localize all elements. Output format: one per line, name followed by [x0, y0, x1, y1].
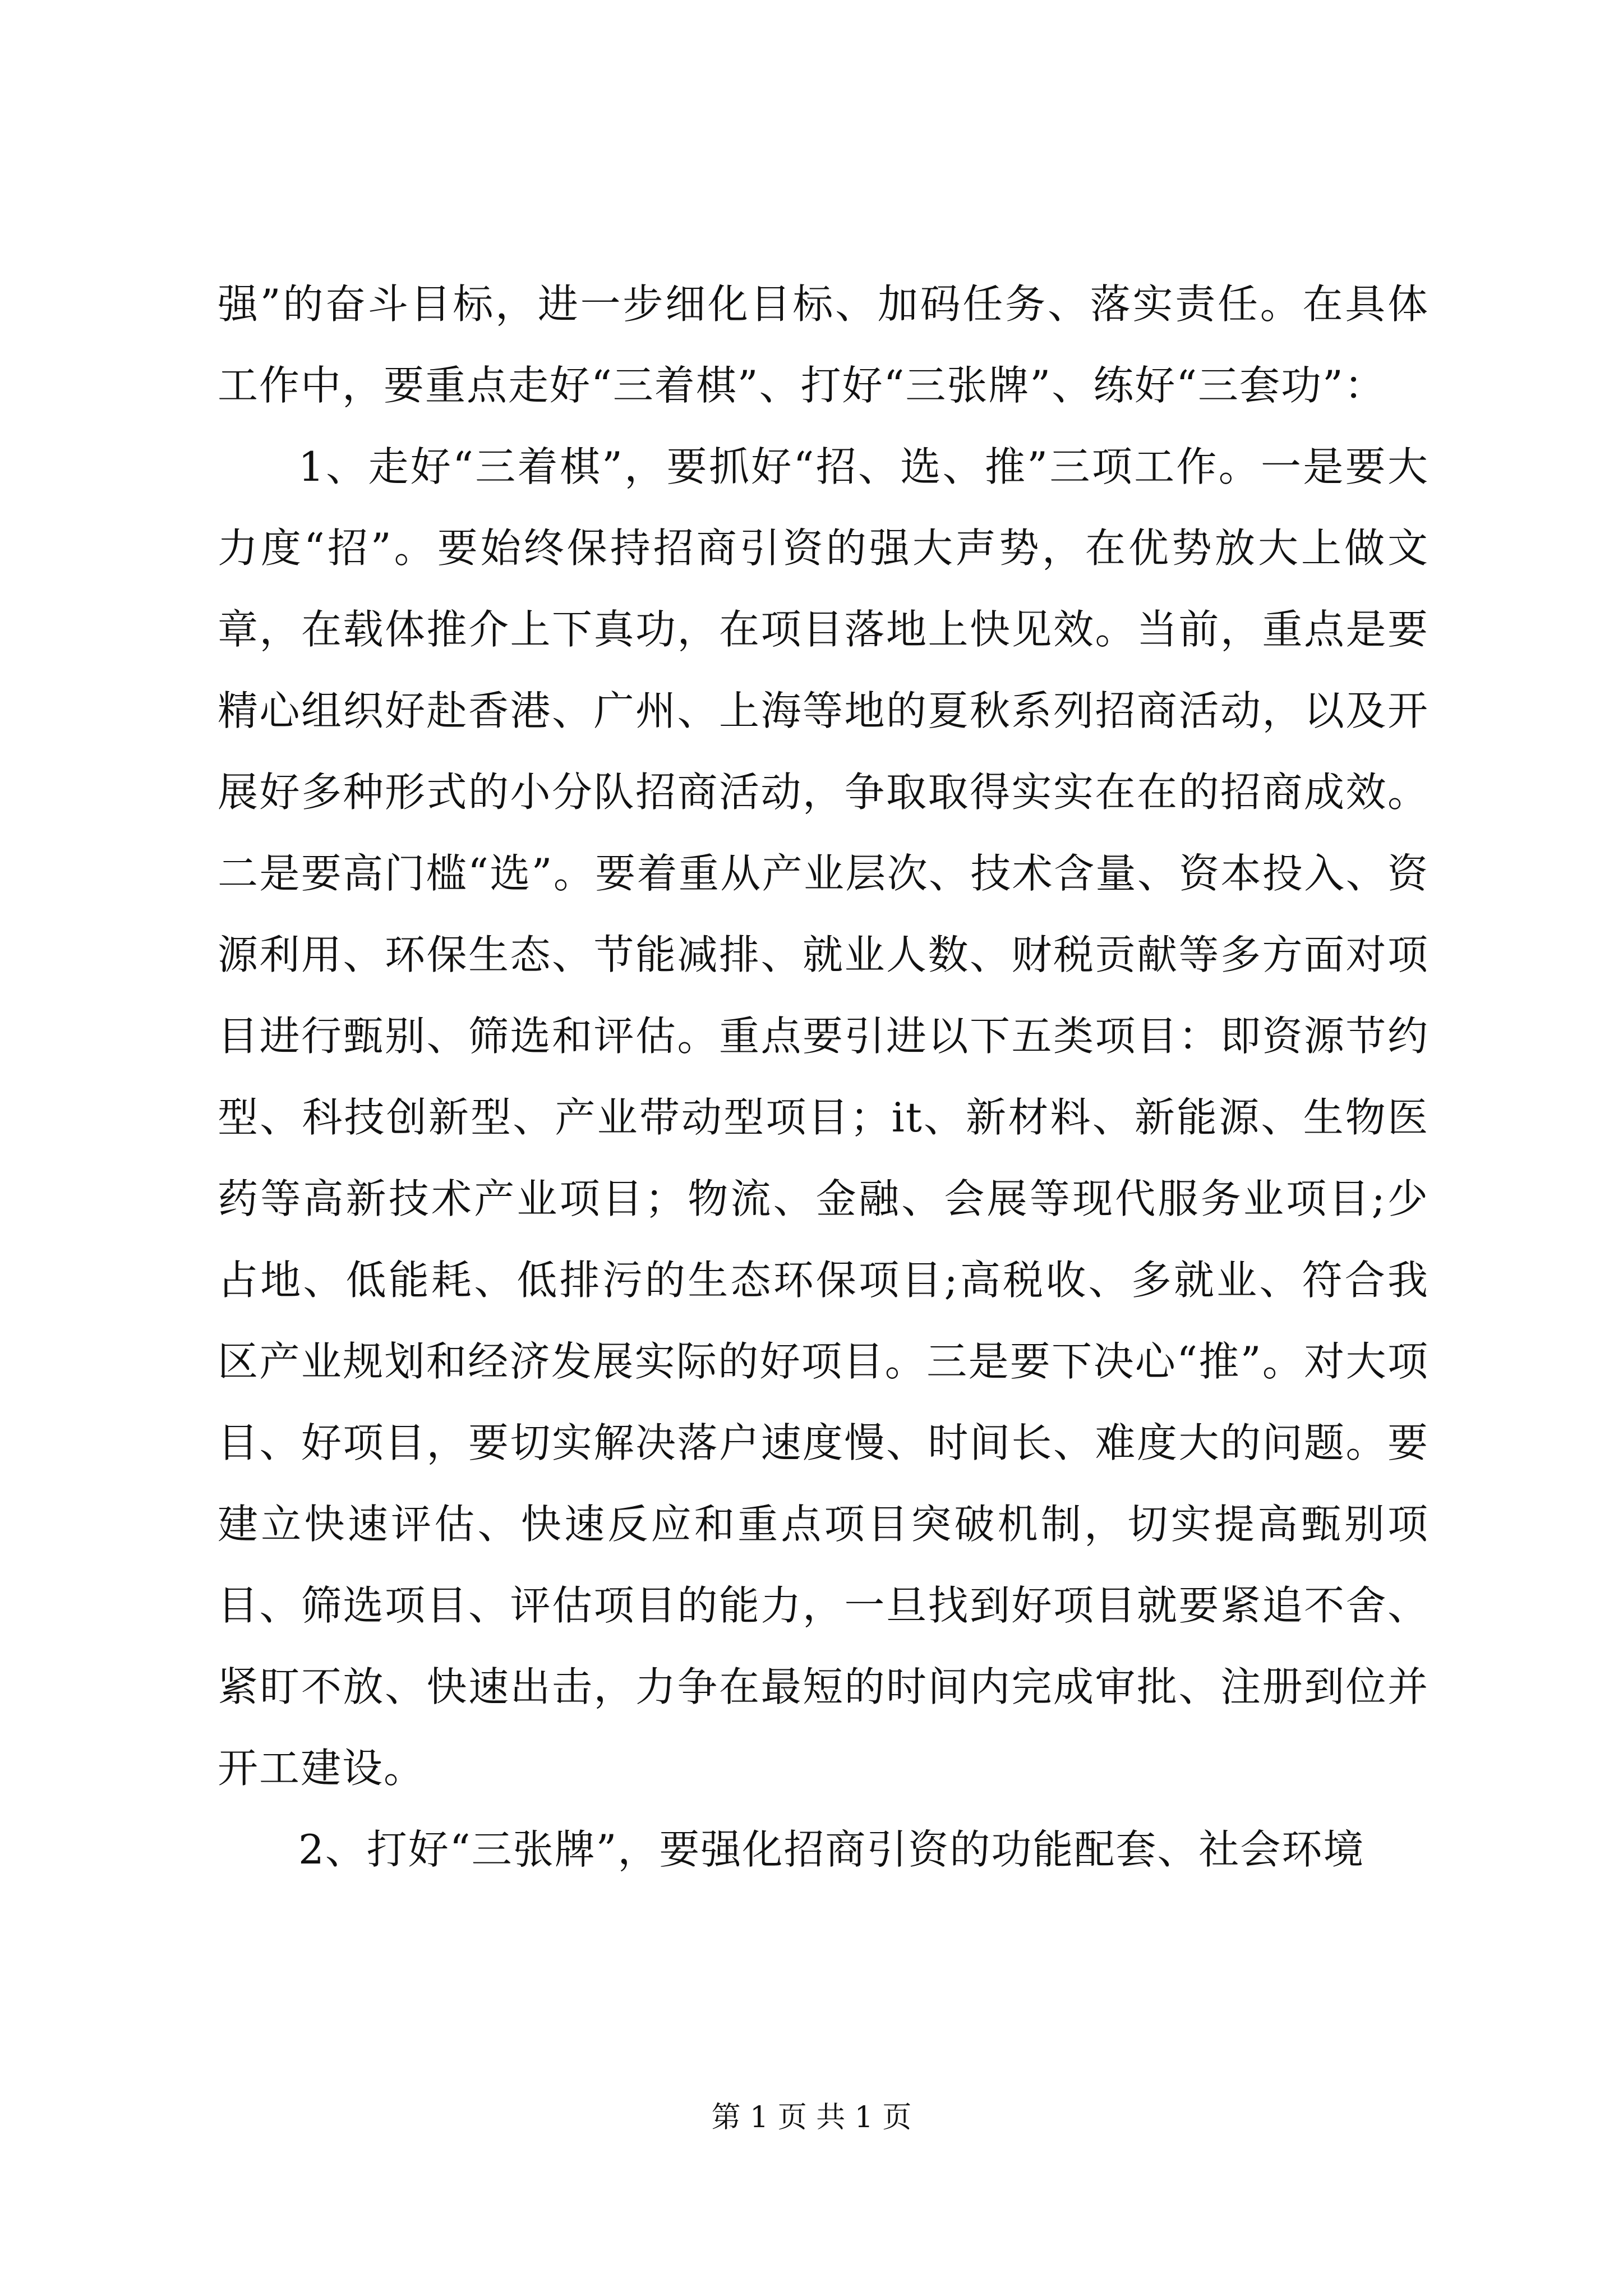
- page-footer: 第 1 页 共 1 页: [711, 2101, 912, 2134]
- paragraph-continuation: 强”的奋斗目标，进一步细化目标、加码任务、落实责任。在具体工作中，要重点走好“三着棋”、打好“三张牌”、练好“三套功”：: [218, 280, 1429, 409]
- paragraph-section-1: 1、走好“三着棋”，要抓好“招、选、推”三项工作。一是要大力度“招”。要始终保持招商引资的强大声势，在优势放大上做文章，在载体推介上下真功，在项目落地上快见效。当前，重点是要精心组织好赴香港、广州、上海等地的夏秋系列招商活动，以及开展好多种形式的小分队招商活动，争取取得实实在在的招商成效。二是要高门槛“选”。要着重从产业层次、技术含量、资本投入、资源利用、环保生态、节能减排、就业人数、财税贡献等多方面对项目进行甄别、筛选和评估。重点要引进以下五类项目：即资源节约型、科技创新型、产业带动型项目；it、新材料、新能源、生物医药等高新技术产业项目；物流、金融、会展等现代服务业项目;少占地、低能耗、低排污的生态环保项目;高税收、多就业、符合我区产业规划和经济发展实际的好项目。三是要下决心“推”。对大项目、好项目，要切实解决落户速度慢、时间长、难度大的问题。要建立快速评估、快速反应和重点项目突破机制，切实提高甄别项目、筛选项目、评估项目的能力，一旦找到好项目就要紧追不舍、紧盯不放、快速出击，力争在最短的时间内完成审批、注册到位并开工建设。: [218, 443, 1429, 1792]
- body-text: [218, 264, 1429, 1890]
- paragraph-section-2: 2、打好“三张牌”，要强化招商引资的功能配套、社会环境: [298, 1826, 1365, 1873]
